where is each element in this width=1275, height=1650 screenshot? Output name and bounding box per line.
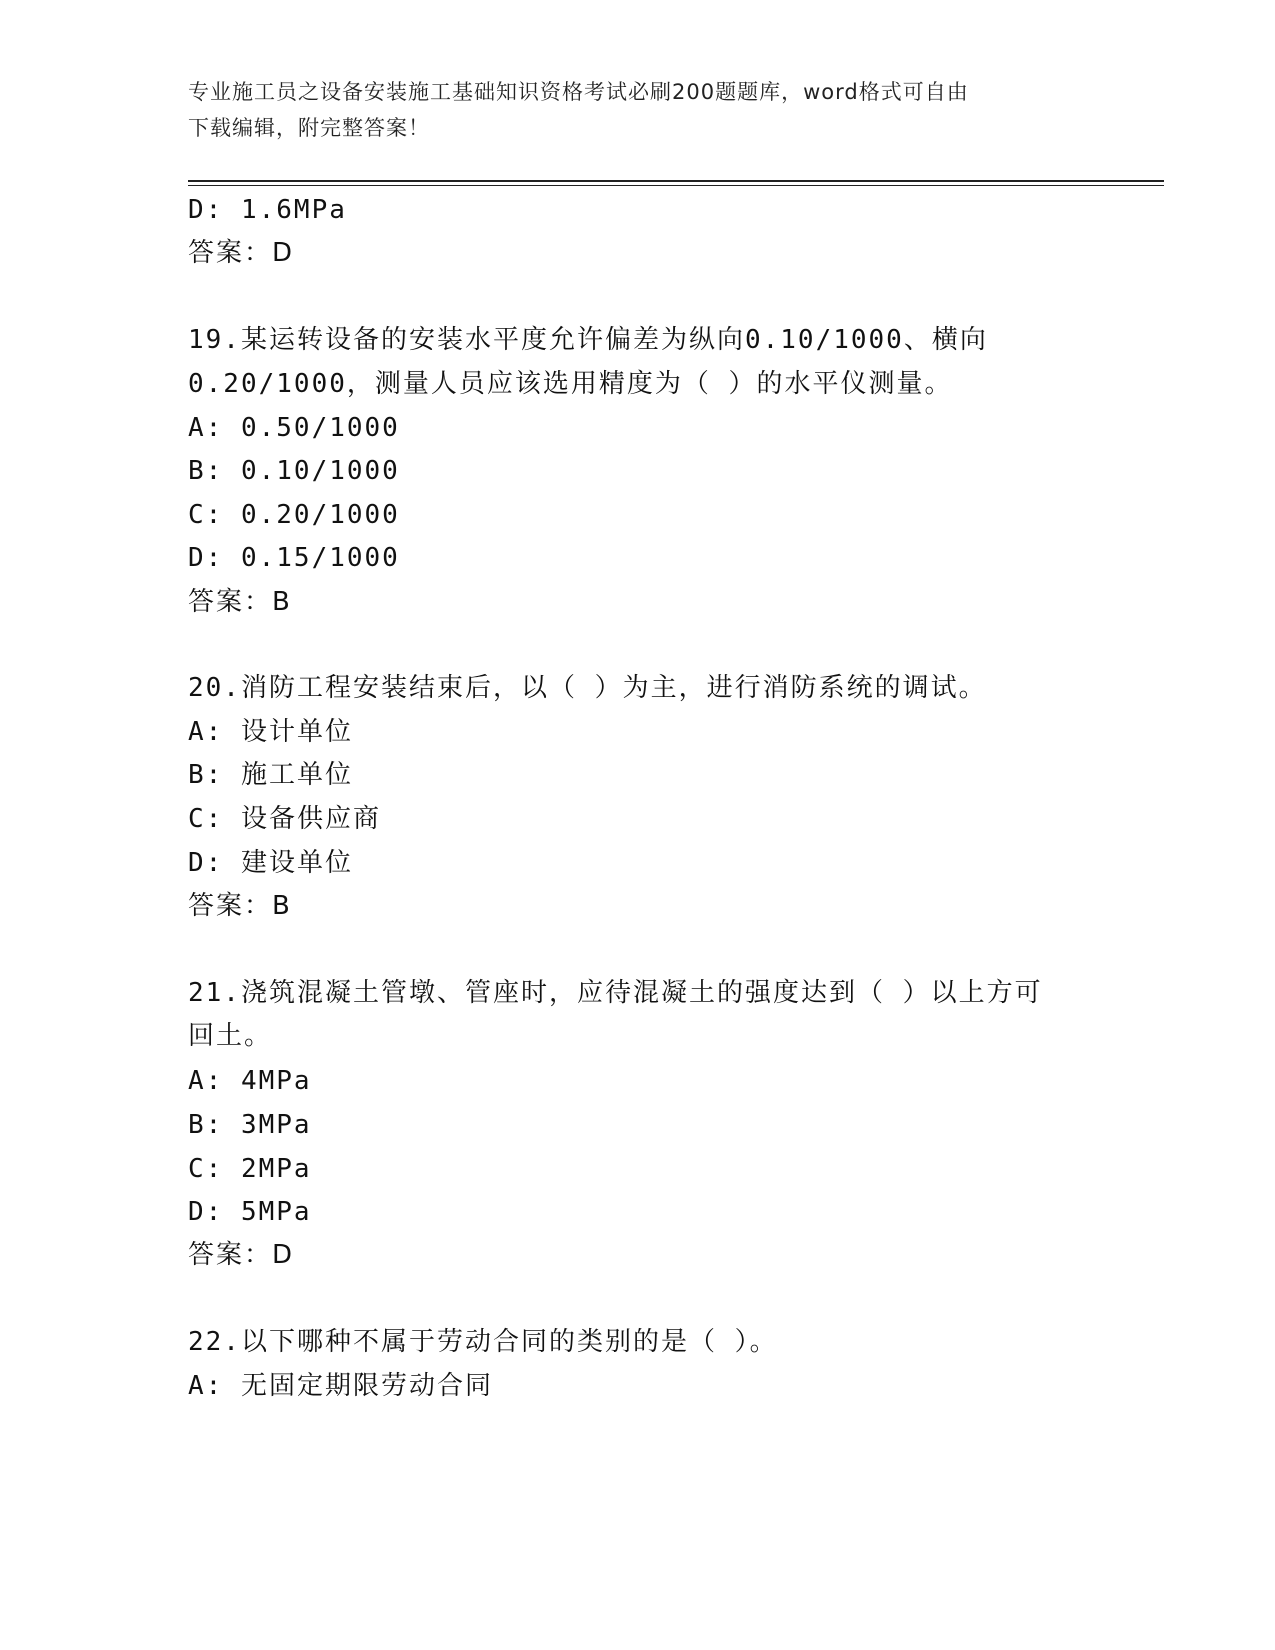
q20-option-a: A: 设计单位 — [188, 717, 353, 747]
q21-stem-line-2: 回土。 — [188, 1021, 273, 1051]
q19-answer: 答案：B — [188, 587, 292, 617]
q20-option-b: B: 施工单位 — [188, 760, 353, 790]
q22-stem-line-1: 22.以下哪种不属于劳动合同的类别的是（ ）。 — [188, 1327, 778, 1357]
q19-option-c: C: 0.20/1000 — [188, 500, 400, 530]
q21-answer: 答案：D — [188, 1240, 295, 1270]
q20-stem-line-1: 20.消防工程安装结束后，以（ ）为主，进行消防系统的调试。 — [188, 673, 987, 703]
q20-option-d: D: 建设单位 — [188, 848, 353, 878]
header-line-1: 专业施工员之设备安装施工基础知识资格考试必刷200题题库，word格式可自由 — [188, 80, 969, 104]
header-divider-thin — [188, 185, 1164, 186]
q19-option-d: D: 0.15/1000 — [188, 543, 400, 573]
prev-answer: 答案：D — [188, 238, 295, 268]
q20-option-c: C: 设备供应商 — [188, 804, 381, 834]
header-line-2: 下载编辑，附完整答案！ — [188, 116, 430, 140]
q21-option-b: B: 3MPa — [188, 1110, 312, 1140]
document-header — [188, 74, 1088, 146]
q19-option-a: A: 0.50/1000 — [188, 413, 400, 443]
q21-stem-line-1: 21.浇筑混凝土管墩、管座时，应待混凝土的强度达到（ ）以上方可 — [188, 978, 1043, 1008]
q22-option-a: A: 无固定期限劳动合同 — [188, 1371, 493, 1401]
q20-answer: 答案：B — [188, 891, 292, 921]
q19-option-b: B: 0.10/1000 — [188, 456, 400, 486]
prev-option-d: D: 1.6MPa — [188, 195, 347, 225]
q21-option-d: D: 5MPa — [188, 1197, 312, 1227]
q21-option-c: C: 2MPa — [188, 1154, 312, 1184]
q19-stem-line-2: 0.20/1000，测量人员应该选用精度为（ ）的水平仪测量。 — [188, 369, 953, 399]
header-divider-thick — [188, 180, 1164, 182]
q19-stem-line-1: 19.某运转设备的安装水平度允许偏差为纵向0.10/1000、横向 — [188, 325, 988, 355]
q21-option-a: A: 4MPa — [188, 1066, 312, 1096]
